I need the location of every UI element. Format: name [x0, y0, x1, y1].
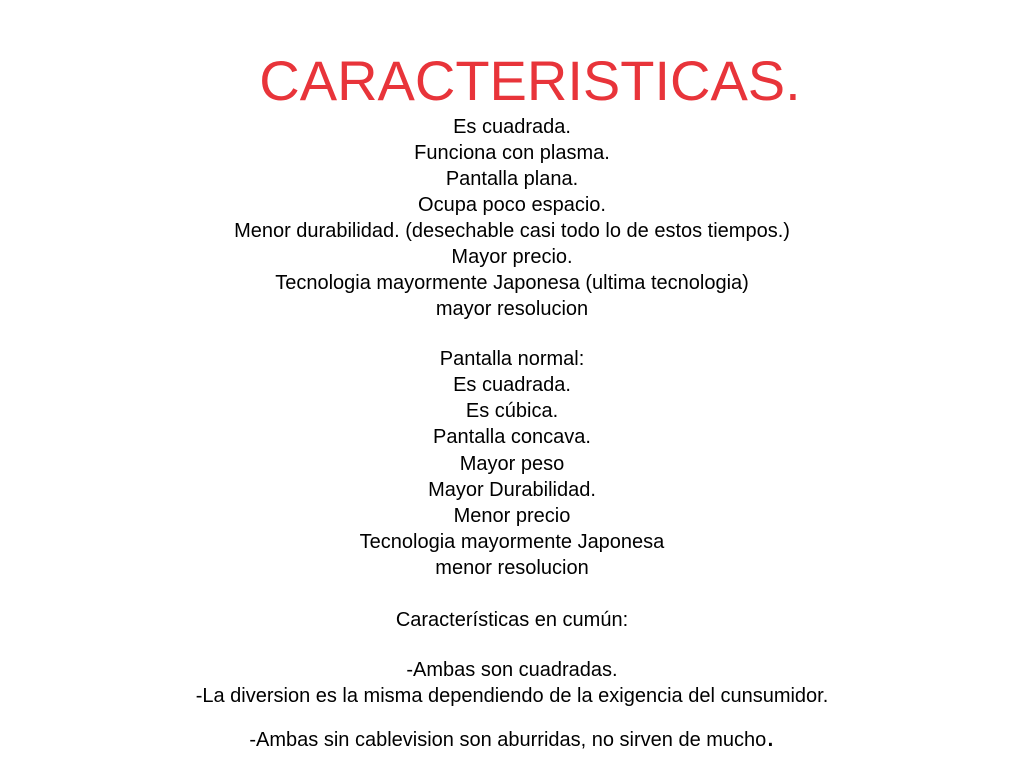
plasma-line: Es cuadrada. [453, 116, 571, 138]
normal-line: Pantalla concava. [433, 426, 591, 448]
slide-title: CARACTERISTICAS. [259, 49, 801, 112]
normal-line: Mayor peso [459, 453, 565, 475]
common-line: -La diversion es la misma dependiendo de la exigencia del cunsumidor. [195, 685, 829, 707]
plasma-line: Funciona con plasma. [414, 142, 610, 164]
plasma-line: Mayor precio. [451, 246, 573, 268]
normal-screen-heading: Pantalla normal: [439, 348, 585, 370]
common-line-last-text: -Ambas sin cablevision son aburridas, no sirven de mucho [249, 729, 767, 751]
plasma-line: Ocupa poco espacio. [418, 194, 606, 216]
plasma-line: Pantalla plana. [445, 168, 579, 190]
plasma-line: Tecnologia mayormente Japonesa (ultima tecnologia) [275, 272, 749, 294]
final-period: . [766, 720, 775, 753]
normal-line: Es cúbica. [465, 400, 559, 422]
normal-line: Mayor Durabilidad. [428, 479, 596, 501]
normal-line: Es cuadrada. [453, 374, 571, 396]
plasma-line: mayor resolucion [435, 298, 589, 320]
common-heading: Características en cumún: [395, 609, 629, 631]
normal-line: menor resolucion [435, 557, 589, 579]
common-line-last [0, 720, 1024, 753]
normal-line: Menor precio [453, 505, 571, 527]
common-line: -Ambas son cuadradas. [406, 659, 618, 681]
normal-line: Tecnologia mayormente Japonesa [359, 531, 665, 553]
plasma-line: Menor durabilidad. (desechable casi todo lo de estos tiempos.) [234, 220, 790, 242]
